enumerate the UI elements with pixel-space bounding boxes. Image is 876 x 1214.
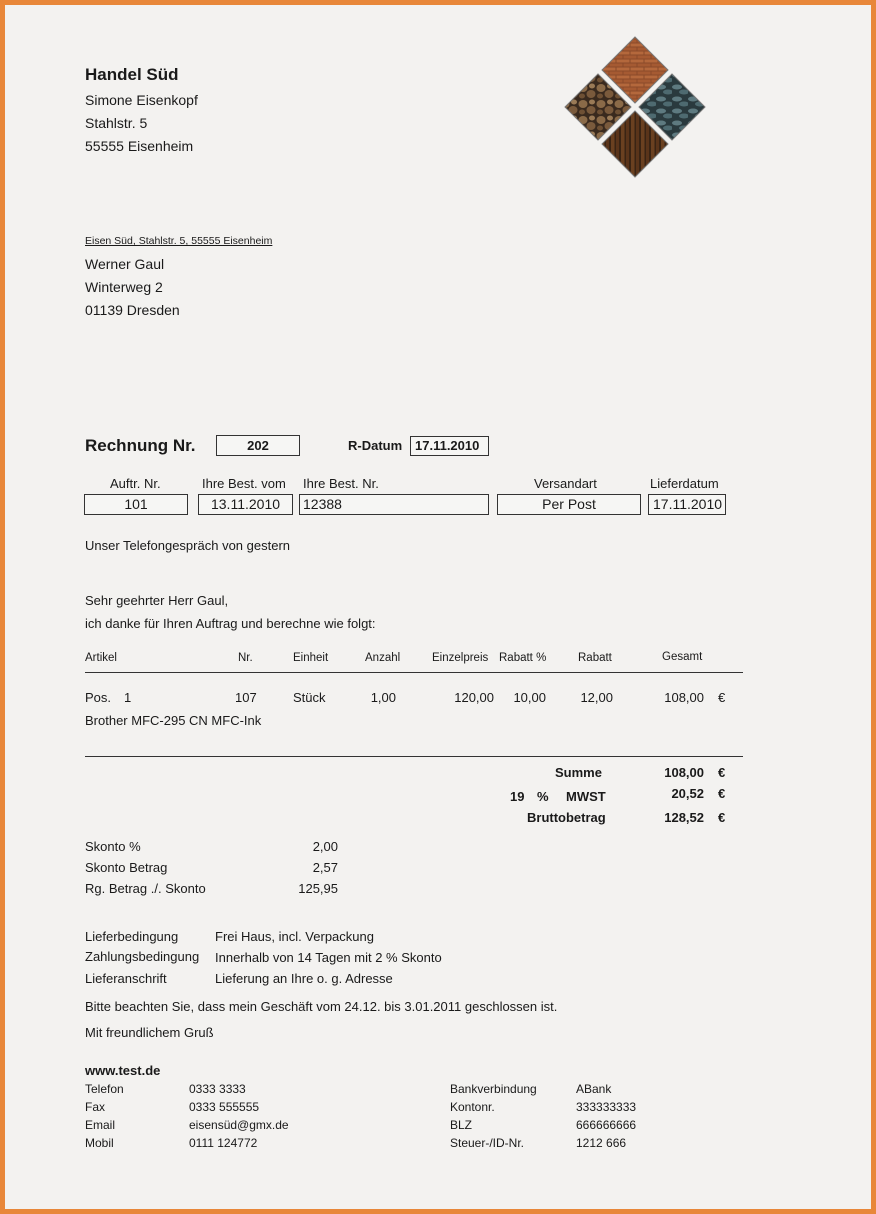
intro-line: ich danke für Ihren Auftrag und berechne wie folgt: [85, 616, 376, 631]
order-header-auftr: Auftr. Nr. [110, 476, 161, 491]
delivery-terms-label: Lieferbedingung [85, 929, 179, 944]
col-header-anzahl: Anzahl [365, 652, 401, 664]
invoice-date-label: R-Datum [348, 438, 403, 453]
net-after-skonto-value: 125,95 [298, 881, 338, 896]
footer-phone-label: Telefon [85, 1082, 124, 1096]
footer-email-value: eisensüd@gmx.de [189, 1118, 289, 1132]
col-header-rabatt: Rabatt [578, 652, 612, 664]
footer-account-label: Kontonr. [450, 1100, 495, 1114]
item-qty: 1,00 [370, 690, 396, 705]
item-description: Brother MFC-295 CN MFC-Ink [85, 713, 262, 728]
item-currency: € [718, 690, 726, 705]
footer-bank-value: ABank [576, 1082, 612, 1096]
item-total: 108,00 [664, 690, 704, 705]
vat-currency: € [718, 786, 726, 801]
order-best-nr: 12388 [299, 494, 489, 515]
skonto-pct-value: 2,00 [312, 839, 338, 854]
item-discount-pct: 10,00 [513, 690, 546, 705]
order-lieferdatum: 17.11.2010 [648, 494, 726, 515]
item-price: 120,00 [454, 690, 494, 705]
delivery-address-value: Lieferung an Ihre o. g. Adresse [215, 971, 393, 986]
sender-city: 55555 Eisenheim [85, 138, 194, 154]
footer-bank-label: Bankverbindung [450, 1082, 537, 1096]
payment-terms-label: Zahlungsbedingung [85, 949, 200, 964]
item-pos: 1 [124, 690, 132, 705]
footer-tax-id-value: 1212 666 [576, 1136, 627, 1150]
footer-blz-value: 666666666 [576, 1118, 637, 1132]
totals-rule [85, 756, 743, 757]
col-header-einheit: Einheit [293, 652, 329, 664]
order-header-versandart: Versandart [534, 476, 597, 491]
recipient-street: Winterweg 2 [85, 279, 163, 295]
payment-terms-value: Innerhalb von 14 Tagen mit 2 % Skonto [215, 950, 442, 965]
vat-percent-sign: % [537, 789, 549, 804]
col-header-artikel: Artikel [85, 652, 117, 664]
delivery-address-label: Lieferanschrift [85, 971, 167, 986]
gross-label: Bruttobetrag [527, 810, 606, 825]
footer-fax-label: Fax [85, 1100, 106, 1114]
footer-tax-id-label: Steuer-/ID-Nr. [450, 1136, 525, 1150]
closing-line: Mit freundlichem Gruß [85, 1025, 214, 1040]
return-address-line: Eisen Süd, Stahlstr. 5, 55555 Eisenheim [85, 235, 273, 247]
gross-value: 128,52 [664, 810, 704, 825]
order-best-vom: 13.11.2010 [198, 494, 293, 515]
order-header-best-vom: Ihre Best. vom [202, 476, 286, 491]
invoice-number: 202 [216, 435, 300, 456]
col-header-nr: Nr. [238, 652, 253, 664]
table-header-rule [85, 672, 743, 673]
item-nr: 107 [235, 690, 257, 705]
sender-street: Stahlstr. 5 [85, 115, 148, 131]
item-pos-label: Pos. [85, 690, 112, 705]
col-header-rabatt-pct: Rabatt % [499, 652, 547, 664]
order-header-best-nr: Ihre Best. Nr. [303, 476, 379, 491]
sum-label: Summe [555, 765, 602, 780]
footer-blz-label: BLZ [450, 1118, 473, 1132]
closure-notice: Bitte beachten Sie, dass mein Geschäft vom 24.12. bis 3.01.2011 geschlossen ist. [85, 999, 558, 1014]
sender-company: Handel Süd [85, 65, 179, 84]
skonto-amount-label: Skonto Betrag [85, 860, 168, 875]
recipient-name: Werner Gaul [85, 256, 165, 272]
footer-email-label: Email [85, 1118, 116, 1132]
item-unit: Stück [293, 690, 326, 705]
invoice-title: Rechnung Nr. [85, 436, 196, 455]
footer-account-value: 333333333 [576, 1100, 637, 1114]
sum-value: 108,00 [664, 765, 704, 780]
footer-website: www.test.de [85, 1063, 161, 1078]
company-logo [560, 35, 710, 185]
footer-mobile-value: 0111 124772 [189, 1136, 258, 1150]
net-after-skonto-label: Rg. Betrag ./. Skonto [85, 881, 206, 896]
footer-phone-value: 0333 3333 [189, 1082, 246, 1096]
greeting: Sehr geehrter Herr Gaul, [85, 593, 229, 608]
vat-rate: 19 [510, 789, 525, 804]
skonto-amount-value: 2,57 [312, 860, 338, 875]
invoice-date: 17.11.2010 [410, 436, 489, 456]
vat-value: 20,52 [671, 786, 704, 801]
delivery-terms-value: Frei Haus, incl. Verpackung [215, 929, 374, 944]
sender-name: Simone Eisenkopf [85, 92, 198, 108]
item-discount: 12,00 [580, 690, 613, 705]
recipient-city: 01139 Dresden [85, 302, 180, 318]
sum-currency: € [718, 765, 726, 780]
order-versandart: Per Post [497, 494, 641, 515]
col-header-gesamt: Gesamt [662, 651, 703, 663]
order-auftr-nr: 101 [84, 494, 188, 515]
vat-label: MWST [566, 789, 606, 804]
order-header-lieferdatum: Lieferdatum [650, 476, 719, 491]
reference-line: Unser Telefongespräch von gestern [85, 538, 290, 553]
skonto-pct-label: Skonto % [85, 839, 141, 854]
col-header-einzelpreis: Einzelpreis [432, 652, 489, 664]
footer-fax-value: 0333 555555 [189, 1100, 260, 1114]
footer-mobile-label: Mobil [85, 1136, 114, 1150]
gross-currency: € [718, 810, 726, 825]
